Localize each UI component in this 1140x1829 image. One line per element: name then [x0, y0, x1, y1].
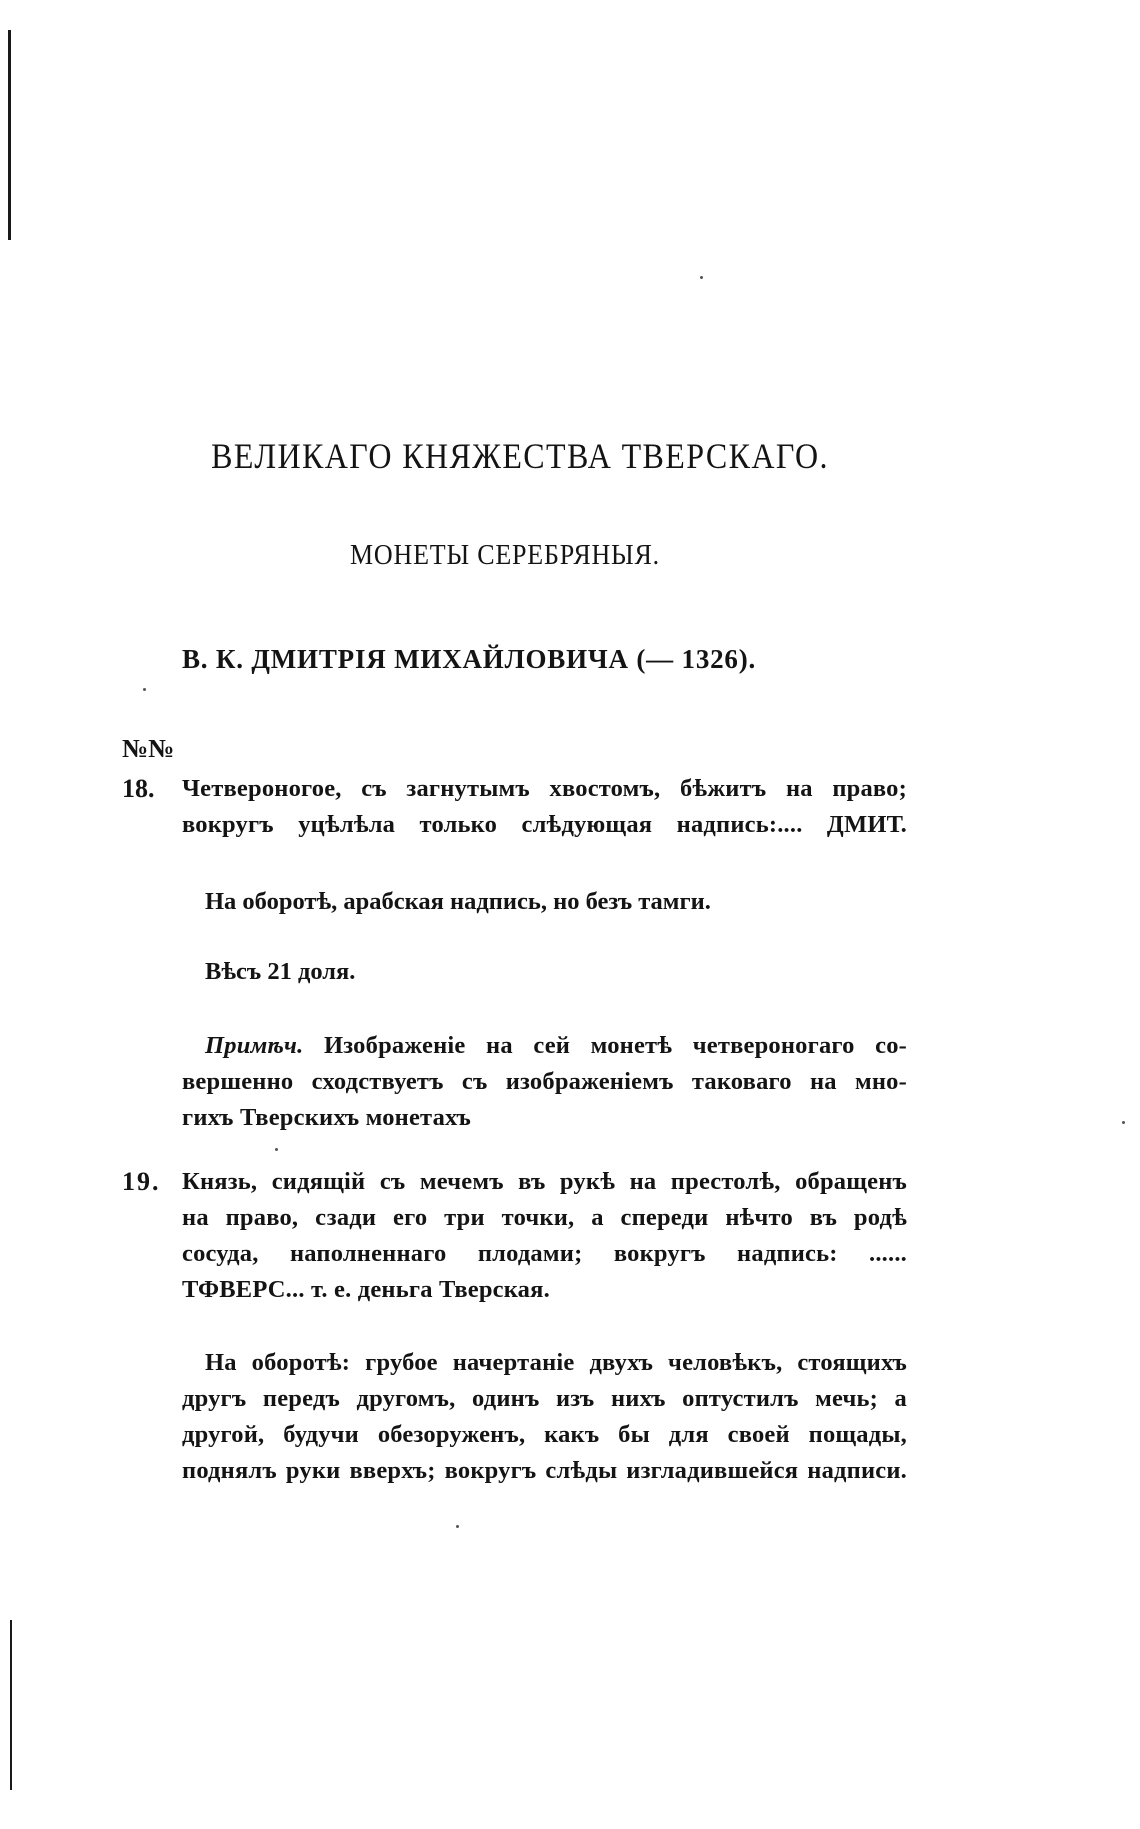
entry-19-obverse: [182, 1164, 907, 1308]
note-label: Примѣч.: [205, 1032, 304, 1059]
entry-18-reverse: На оборотѣ, арабская надпись, но безъ тамги.: [205, 888, 711, 915]
entry-number-19: 19.: [122, 1167, 161, 1196]
entry-18-obverse: [182, 771, 907, 843]
section-subtitle: МОНЕТЫ СЕРЕБРЯНЫЯ.: [350, 538, 660, 571]
entry-number-18: 18.: [122, 774, 155, 803]
text-line: другъ передъ другомъ, одинъ изъ нихъ оптустилъ мечь; а: [182, 1385, 907, 1412]
text-line: другой, будучи обезоруженъ, какъ бы для своей пощады,: [182, 1421, 907, 1448]
scan-edge-line: [8, 30, 11, 240]
ruler-heading: В. К. ДМИТРІЯ МИХАЙЛОВИЧА (— 1326).: [182, 644, 757, 674]
page-title: ВЕЛИКАГО КНЯЖЕСТВА ТВЕРСКАГО.: [211, 435, 829, 477]
text-line: вокругъ уцѣлѣла только слѣдующая надпись:.... ДМИТ.: [182, 811, 907, 838]
text-line: на право, сзади его три точки, а спереди нѣчто въ родѣ: [182, 1204, 907, 1231]
note-first-line: [182, 1028, 907, 1064]
scan-speck: [700, 276, 703, 279]
scan-speck: [143, 688, 146, 691]
text-line: ТФВЕРС... т. е. деньга Тверская.: [182, 1276, 550, 1303]
text-line: гихъ Тверскихъ монетахъ: [182, 1104, 472, 1131]
text-line: Четвероногое, съ загнутымъ хвостомъ, бѣжитъ на право;: [182, 775, 907, 802]
scan-edge-line: [10, 1620, 12, 1790]
text-line: вершенно сходствуетъ съ изображеніемъ таковаго на мно-: [182, 1068, 907, 1095]
entry-19-reverse: [182, 1345, 907, 1489]
entry-18-note: [182, 1028, 907, 1136]
text-line: На оборотѣ: грубое начертаніе двухъ человѣкъ, стоящихъ: [205, 1349, 907, 1376]
scan-speck: [275, 1148, 278, 1151]
text-line: Князь, сидящій съ мечемъ въ рукѣ на престолѣ, обращенъ: [182, 1168, 907, 1195]
numero-mark: №№: [122, 734, 175, 763]
scan-speck: [1122, 1121, 1125, 1124]
entry-18-weight: Вѣсъ 21 доля.: [205, 958, 356, 985]
text-line: поднялъ руки вверхъ; вокругъ слѣды изгладившейся надписи.: [182, 1457, 907, 1484]
scan-speck: [456, 1525, 459, 1528]
text-line: Изображеніе на сей монетѣ четвероногаго со-: [324, 1032, 908, 1059]
text-line: сосуда, наполненнаго плодами; вокругъ надпись: ......: [182, 1240, 907, 1267]
